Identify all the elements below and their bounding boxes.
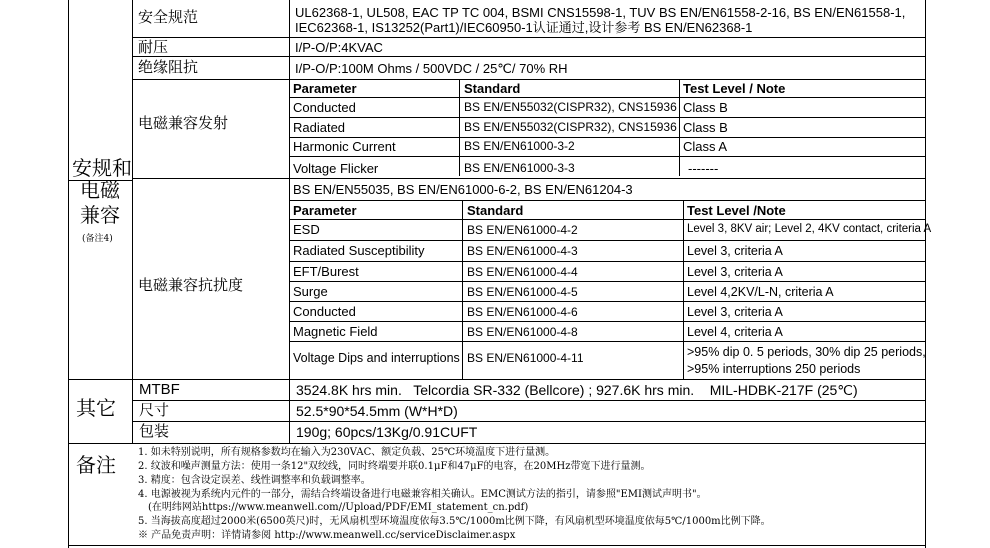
emi-row-parameter: Voltage Flicker	[293, 161, 379, 176]
isolation-resistance-value: I/P-O/P:100M Ohms / 500VDC / 25℃/ 70% RH	[295, 61, 568, 76]
ems-dips-note-line-2: >95% interruptions 250 periods	[687, 362, 861, 376]
ems-row-note: Level 3, criteria A	[687, 244, 783, 258]
row-line	[68, 443, 926, 444]
emi-row-parameter: Conducted	[293, 100, 356, 115]
spec-sheet	[68, 0, 932, 548]
mtbf-value: 3524.8K hrs min. Telcordia SR-332 (Bellcore) ; 927.6K hrs min. MIL-HDBK-217F (25℃)	[296, 382, 858, 398]
ems-row-parameter: EFT/Burest	[293, 264, 359, 279]
ems-row-note: Level 4,2KV/L-N, criteria A	[687, 285, 834, 299]
ems-row-standard: BS EN/EN61000-4-8	[467, 325, 578, 339]
emi-col-divider-2	[679, 79, 680, 176]
emi-header-note: Test Level / Note	[683, 81, 786, 96]
section-label-safety-emc-2: 电	[80, 178, 100, 202]
note-line: 4. 电源被视为系统内元件的一部分，需结合终端设备进行电磁兼容相关确认。EMC测试方法的指引，请参照"EMI测试声明书"。	[138, 489, 707, 500]
ems-row-standard: BS EN/EN61000-4-4	[467, 265, 578, 279]
section-label-notes: 备注	[76, 453, 116, 477]
section-label-safety-emc-3: 磁	[100, 178, 120, 202]
row-line	[289, 301, 926, 302]
ems-col-divider-2	[683, 200, 684, 379]
row-line	[289, 240, 926, 241]
row-line	[289, 219, 926, 220]
row-line	[289, 200, 926, 201]
emi-header-standard: Standard	[464, 81, 521, 96]
ems-row-note: Level 3, criteria A	[687, 305, 783, 319]
isolation-resistance-label: 绝缘阻抗	[138, 58, 199, 76]
packing-label: 包装	[139, 422, 170, 440]
table-border-right	[925, 0, 926, 548]
ems-dips-parameter: Voltage Dips and interruptions	[293, 351, 460, 365]
packing-value: 190g; 60pcs/13Kg/0.91CUFT	[296, 424, 478, 440]
row-line	[68, 379, 926, 380]
row-line	[132, 178, 926, 179]
ems-row-standard: BS EN/EN61000-4-3	[467, 244, 578, 258]
emi-row-standard: BS EN/EN55032(CISPR32), CNS15936	[464, 100, 677, 114]
section-label-safety-emc-1: 安规和	[72, 156, 132, 180]
emi-row-standard: BS EN/EN61000-3-3	[464, 161, 575, 175]
section-label-safety-emc-4: 兼容	[80, 203, 120, 227]
ems-row-standard: BS EN/EN61000-4-5	[467, 285, 578, 299]
note-line: ※ 产品免责声明：详情请参阅 http://www.meanwell.cc/serviceDisclaimer.aspx	[138, 530, 516, 541]
col-divider-label	[289, 0, 290, 444]
note-line: 2. 纹波和噪声测量方法：使用一条12"双绞线，同时终端要并联0.1μF和47μF的电容，在20MHz带宽下进行量测。	[138, 461, 651, 472]
ems-row-note: Level 3, 8KV air; Level 2, 4KV contact, criteria A	[687, 223, 932, 235]
ems-row-parameter: ESD	[293, 222, 320, 237]
mtbf-label: MTBF	[139, 381, 180, 398]
row-line	[289, 137, 926, 138]
row-line	[289, 281, 926, 282]
ems-row-note: Level 3, criteria A	[687, 265, 783, 279]
row-line	[132, 56, 926, 57]
emi-row-note: Class A	[683, 139, 728, 154]
ems-header-standard: Standard	[467, 203, 524, 218]
ems-col-divider-1	[462, 200, 463, 379]
note-line: (在明纬网站https://www.meanwell.com//Upload/PDF/EMI_statement_cn.pdf)	[148, 502, 529, 513]
withstand-voltage-value: I/P-O/P:4KVAC	[295, 40, 383, 55]
emi-col-divider-1	[459, 79, 460, 176]
row-line	[132, 400, 926, 401]
safety-standards-line-1: UL62368-1, UL508, EAC TP TC 004, BSMI CNS15598-1, TUV BS EN/EN61558-2-16, BS EN/EN61558-1,	[295, 5, 906, 20]
safety-standards-label: 安全规范	[138, 8, 199, 26]
ems-header-parameter: Parameter	[293, 203, 357, 218]
dimension-value: 52.5*90*54.5mm (W*H*D)	[296, 403, 458, 419]
emi-row-standard: BS EN/EN61000-3-2	[464, 139, 575, 153]
note-line: 3. 精度：包含设定误差、线性调整率和负载调整率。	[138, 475, 371, 486]
row-line	[289, 261, 926, 262]
row-line	[132, 421, 926, 422]
ems-row-note: Level 4, criteria A	[687, 325, 783, 339]
emi-row-note: Class B	[683, 120, 728, 135]
note-line: 1. 如未特别说明，所有规格参数均在输入为230VAC、额定负载、25℃环境温度下进行量测。	[138, 447, 556, 458]
row-line	[289, 117, 926, 118]
ems-dips-note-line-1: >95% dip 0. 5 periods, 30% dip 25 periods,	[687, 345, 926, 359]
safety-standards-line-2: IEC62368-1, IS13252(Part1)/IEC60950-1认证通过,设计参考 BS EN/EN62368-1	[295, 20, 753, 35]
dimension-label: 尺寸	[139, 401, 170, 419]
ems-dips-standard: BS EN/EN61000-4-11	[467, 351, 584, 365]
row-line	[132, 79, 926, 80]
emc-immunity-label: 电磁兼容抗扰度	[138, 276, 244, 294]
ems-row-parameter: Magnetic Field	[293, 324, 378, 339]
ems-row-parameter: Surge	[293, 284, 328, 299]
emi-row-note: Class B	[683, 100, 728, 115]
section-note: (备注4)	[82, 234, 113, 244]
row-line	[289, 156, 926, 157]
table-border-left	[68, 0, 69, 548]
ems-row-standard: BS EN/EN61000-4-6	[467, 305, 578, 319]
ems-row-parameter: Conducted	[293, 304, 356, 319]
emi-row-note: -------	[688, 161, 719, 176]
row-line	[289, 321, 926, 322]
withstand-voltage-label: 耐压	[138, 38, 169, 56]
emi-row-standard: BS EN/EN55032(CISPR32), CNS15936	[464, 120, 677, 134]
ems-general-standards: BS EN/EN55035, BS EN/EN61000-6-2, BS EN/EN61204-3	[293, 182, 633, 197]
ems-row-standard: BS EN/EN61000-4-2	[467, 223, 578, 237]
emi-row-parameter: Harmonic Current	[293, 139, 396, 154]
row-line	[289, 341, 926, 342]
table-border-bottom	[68, 545, 926, 546]
row-line	[289, 97, 926, 98]
row-line	[132, 37, 926, 38]
note-line: 5. 当海拔高度超过2000米(6500英尺)时，无风扇机型环境温度依每3.5℃/1000m比例下降，有风扇机型环境温度依每5℃/1000m比例下降。	[138, 516, 771, 527]
col-divider-main	[132, 0, 133, 444]
emc-emission-label: 电磁兼容发射	[138, 114, 229, 132]
emi-row-parameter: Radiated	[293, 120, 346, 135]
section-label-other: 其它	[76, 396, 116, 420]
ems-row-parameter: Radiated Susceptibility	[293, 243, 425, 258]
emi-header-parameter: Parameter	[293, 81, 357, 96]
ems-header-note: Test Level /Note	[687, 203, 786, 218]
